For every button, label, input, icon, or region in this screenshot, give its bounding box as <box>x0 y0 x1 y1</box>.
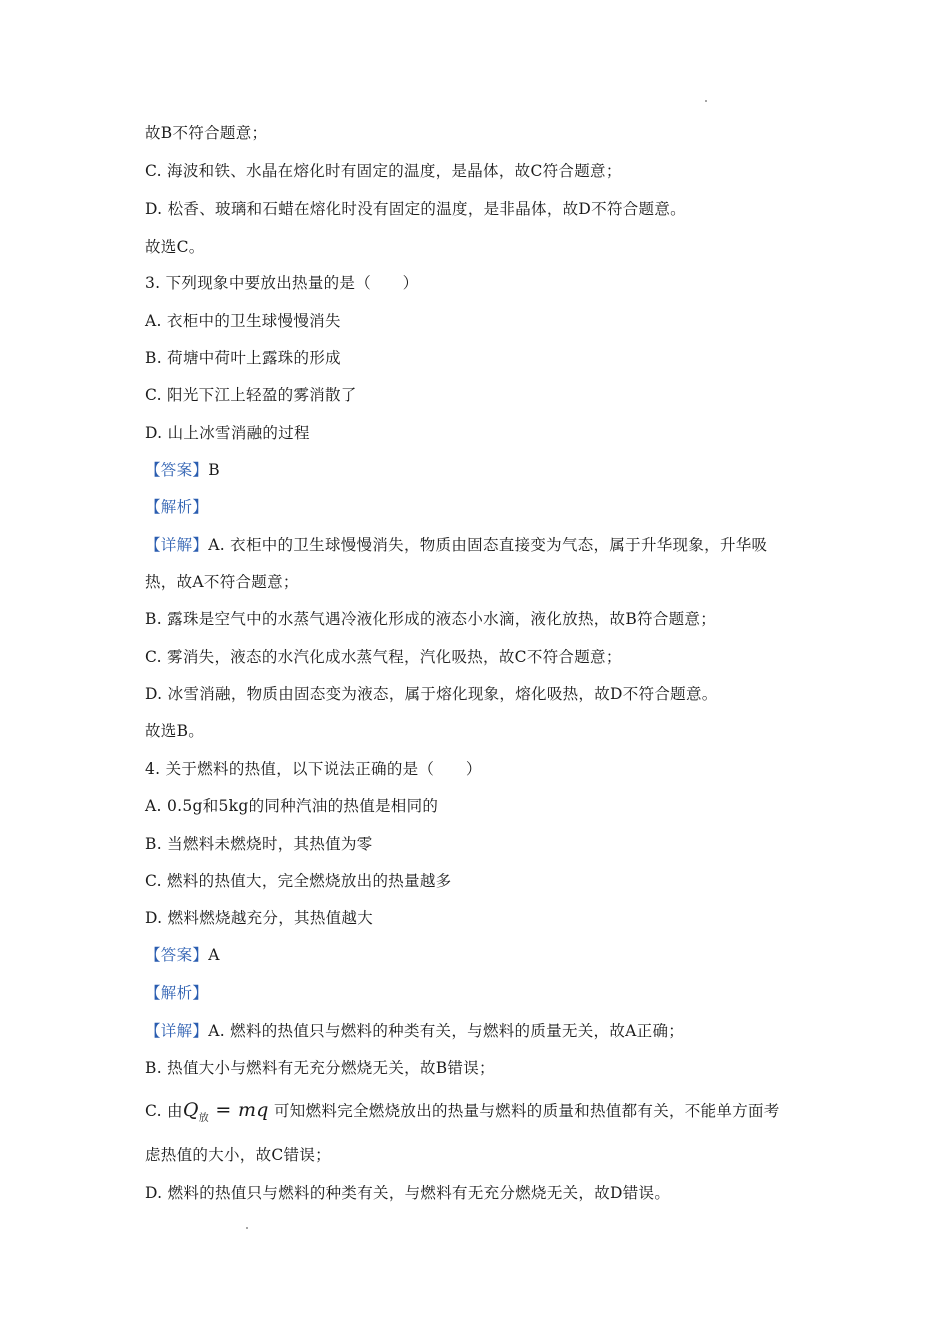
text-line: B. 露珠是空气中的水蒸气遇冷液化形成的液态小水滴，液化放热，故B符合题意； <box>145 610 717 628</box>
text-line: 故选B。 <box>145 722 205 740</box>
explanation-label: 【详解】 <box>145 536 209 554</box>
text-line: B. 热值大小与燃料有无充分燃烧无关，故B错误； <box>145 1059 495 1077</box>
explanation-label: 【详解】 <box>145 1022 209 1040</box>
text-line: D. 松香、玻璃和石蜡在熔化时没有固定的温度，是非晶体，故D不符合题意。 <box>145 200 686 218</box>
question-4-option-d: D. 燃料燃烧越充分，其热值越大 <box>145 909 374 927</box>
explanation-text: A. 衣柜中的卫生球慢慢消失，物质由固态直接变为气态，属于升华现象，升华吸 <box>208 536 768 554</box>
question-4-answer <box>145 945 220 965</box>
question-3-answer <box>145 460 220 480</box>
question-4-stem: 4. 关于燃料的热值，以下说法正确的是（ ） <box>145 760 482 778</box>
answer-label: 【答案】 <box>145 461 209 479</box>
question-4-option-c: C. 燃料的热值大，完全燃烧放出的热量越多 <box>145 872 452 890</box>
formula <box>182 1099 269 1124</box>
question-3-option-c: C. 阳光下江上轻盈的雾消散了 <box>145 386 357 404</box>
question-4-explanation <box>145 1021 684 1041</box>
scan-dot-top <box>705 100 707 102</box>
question-3-stem: 3. 下列现象中要放出热量的是（ ） <box>145 274 419 292</box>
scan-dot-bottom <box>246 1227 248 1229</box>
text-line: C. 海波和铁、水晶在熔化时有固定的温度，是晶体，故C符合题意； <box>145 162 622 180</box>
text-line: C. 雾消失，液态的水汽化成水蒸气程，汽化吸热，故C不符合题意； <box>145 648 622 666</box>
formula-symbol: Q <box>182 1099 199 1121</box>
question-3-option-d: D. 山上冰雪消融的过程 <box>145 424 310 442</box>
question-3-explanation <box>145 535 767 555</box>
question-3-analysis-label: 【解析】 <box>145 498 209 516</box>
text-line: 故选C。 <box>145 238 205 256</box>
formula-suffix: 可知燃料完全燃烧放出的热量与燃料的质量和热值都有关，不能单方面考 <box>268 1102 780 1120</box>
formula-prefix: C. 由 <box>145 1102 183 1120</box>
explanation-text: A. 燃料的热值只与燃料的种类有关，与燃料的质量无关，故A正确； <box>208 1022 685 1040</box>
formula-rhs: = mq <box>209 1099 269 1121</box>
question-4-option-a: A. 0.5g和5kg的同种汽油的热值是相同的 <box>145 797 439 815</box>
text-line: 热，故A不符合题意； <box>145 573 299 591</box>
formula-subscript: 放 <box>198 1112 210 1124</box>
text-line: D. 冰雪消融，物质由固态变为液态，属于熔化现象，熔化吸热，故D不符合题意。 <box>145 685 718 703</box>
question-3-option-b: B. 荷塘中荷叶上露珠的形成 <box>145 349 341 367</box>
formula-line <box>145 1100 780 1129</box>
question-4-analysis-label: 【解析】 <box>145 984 209 1002</box>
answer-value: A <box>208 946 220 964</box>
question-4-option-b: B. 当燃料未燃烧时，其热值为零 <box>145 835 373 853</box>
answer-label: 【答案】 <box>145 946 209 964</box>
text-line: 虑热值的大小，故C错误； <box>145 1146 331 1164</box>
text-line: 故B不符合题意； <box>145 124 268 142</box>
question-3-option-a: A. 衣柜中的卫生球慢慢消失 <box>145 312 341 330</box>
text-line: D. 燃料的热值只与燃料的种类有关，与燃料有无充分燃烧无关，故D错误。 <box>145 1184 671 1202</box>
answer-value: B <box>208 461 220 479</box>
